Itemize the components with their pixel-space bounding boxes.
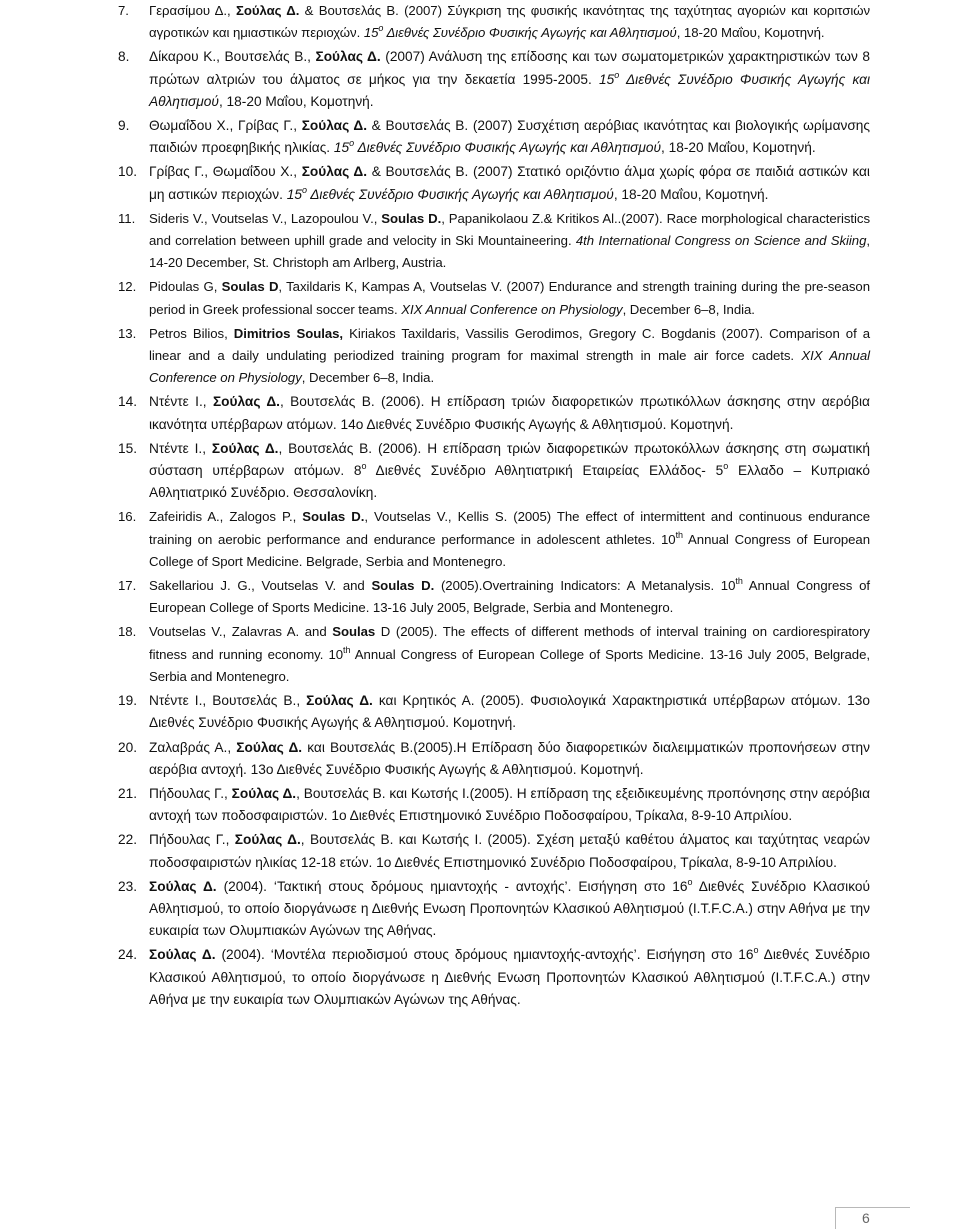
author-highlight: Soulas	[332, 624, 376, 640]
reference-text: , Papanikolaou Z.& Kritikos Al..(2007). Race morphological characteristics and correlation between uphill grade and velocity in Ski Mountaineering.	[149, 210, 870, 249]
author-highlight: Σούλας Δ.	[301, 118, 368, 134]
author-highlight: Soulas D.	[381, 210, 442, 226]
reference-item	[118, 783, 870, 827]
reference-text: (2005).Overtraining Indicators: A Metanalysis. 10	[434, 578, 736, 594]
reference-text: Διεθνές Συνέδριο Κλασικού Αθλητισμού, το οποίο διοργάνωσε η Διεθνής Ενωση Προπονητών Κλασικού Αθλητισμού (I.T.F.C.A.) στην Αθήνα με την ευκαιρία των Ολυμπιακών Αγώνων της Αθήνας.	[149, 947, 870, 1007]
reference-text: Kiriakos Taxildaris, Vassilis Gerodimos, Gregory C. Bogdanis (2007). Comparison of a linear and a daily undulating periodized training program for maximal strength in male air force cadets.	[149, 325, 871, 364]
reference-text: , Βουτσελάς Β. και Κωτσής Ι. (2005). Σχέση μεταξύ καθέτου άλματος και ταχύτητας νεαρών ποδοσφαιριστών ηλικίας 12-18 ετών. 1ο Διεθνές Επιστημονικό Συνέδριο Ποδοσφαίρου, Τρίκαλα, 8-9-10 Απριλίου.	[149, 832, 870, 870]
author-highlight: Σούλας Δ.	[149, 947, 216, 963]
author-highlight: Σούλας Δ.	[315, 49, 381, 65]
reference-item	[118, 208, 870, 275]
reference-number: 16.	[118, 509, 137, 525]
venue-text: Διεθνές Συνέδριο Φυσικής Αγωγής και Αθλητισμού	[149, 71, 870, 109]
author-highlight: Σούλας Δ.	[231, 785, 297, 801]
reference-number: 17.	[118, 578, 137, 594]
reference-text: και Βουτσελάς Β.(2005).Η Επίδραση δύο διαφορετικών διαλειμματικών προπονήσεων στην αερόβια αντοχή. 13ο Διεθνές Συνέδριο Φυσικής Αγωγής & Αθλητισμού. Κομοτηνή.	[149, 739, 870, 777]
reference-text: , 18-20 Μαΐου, Κομοτηνή.	[218, 93, 374, 109]
author-highlight: Soulas D.	[302, 509, 365, 525]
reference-number: 9.	[118, 118, 130, 134]
reference-text: , December 6–8, India.	[301, 370, 435, 386]
reference-text: και Κρητικός Α. (2005). Φυσιολογικά Χαρακτηριστικά υπέρβαρων ατόμων. 13ο Διεθνές Συνέδριο Φυσικής Αγωγής & Αθλητισμού. Κομοτηνή.	[149, 693, 870, 731]
reference-text: ο	[361, 461, 367, 472]
reference-number: 19.	[118, 693, 138, 709]
author-highlight: Σούλας Δ.	[235, 3, 300, 18]
venue-text: XIX Annual Conference on Physiology	[401, 301, 623, 317]
venue-text: 4th International Congress on Science and Skiing	[575, 233, 867, 249]
reference-text: Ντέντε Ι.,	[149, 394, 213, 410]
venue-text: Διεθνές Συνέδριο Φυσικής Αγωγής και Αθλητισμού	[383, 25, 677, 41]
venue-text: 15	[333, 140, 350, 156]
page-number-box	[836, 1207, 910, 1230]
reference-item	[118, 46, 870, 113]
author-highlight: Σούλας Δ.	[306, 693, 373, 709]
author-highlight: Soulas D.	[371, 578, 435, 594]
author-highlight: Σούλας Δ.	[301, 164, 368, 180]
reference-text: Sideris V., Voutselas V., Lazopoulou V.,	[149, 210, 382, 226]
reference-text: , Βουτσελάς Β. και Κωτσής Ι.(2005). Η επίδραση της εξειδικευμένης προπόνησης στην αερόβια αντοχή των ποδοσφαιριστών. 1ο Διεθνές Επιστημονικό Συνέδριο Ποδοσφαίρου, Τρίκαλα, 8-9-10 Απριλίου.	[149, 785, 870, 824]
reference-number: 14.	[118, 394, 138, 410]
reference-text: D (2005). The effects of different methods of interval training on cardiorespiratory fitness and running economy. 10	[149, 624, 870, 662]
reference-text: Γρίβας Γ., Θωμαΐδου Χ.,	[149, 164, 302, 180]
reference-item	[118, 829, 870, 873]
reference-text: Zafeiridis A., Zalogos P.,	[149, 509, 303, 525]
reference-text: Pidoulas G,	[149, 279, 222, 295]
reference-text: Annual Congress of European College of Sports Medicine. 13-16 July 2005, Belgrade, Serbia and Montenegro.	[149, 646, 870, 684]
reference-text: Petros Bilios,	[149, 325, 234, 341]
reference-number: 24.	[118, 947, 138, 963]
reference-text: Annual Congress of European College of Sports Medicine. 13-16 July 2005, Belgrade, Serbia and Montenegro.	[149, 578, 870, 616]
reference-text: & Βουτσελάς Β. (2007) Σύγκριση της φυσικής ικανότητας της ταχύτητας αγοριών και κοριτσιών αγροτικών και ημιαστικών περιοχών.	[149, 3, 870, 41]
reference-text: Sakellariou J. G., Voutselas V. and	[149, 578, 372, 594]
reference-text: Voutselas V., Zalavras A. and	[149, 624, 333, 640]
author-highlight: Σούλας Δ.	[236, 739, 303, 755]
reference-text: Ντέντε Ι., Βουτσελάς Β.,	[149, 693, 307, 709]
reference-item	[118, 621, 870, 688]
reference-item	[118, 575, 870, 619]
reference-item	[118, 876, 870, 943]
reference-text: Πήδουλας Γ.,	[149, 785, 232, 801]
reference-text: Ζαλαβράς Α.,	[149, 739, 237, 755]
reference-item	[118, 690, 870, 734]
author-highlight: Σούλας Δ.	[212, 394, 280, 410]
reference-text: (2004). ‘Τακτική στους δρόμους ημιαντοχής - αντοχής’. Εισήγηση στο 16	[216, 878, 688, 894]
reference-text: Πήδουλας Γ.,	[149, 832, 235, 848]
reference-item	[118, 438, 870, 505]
reference-number: 23.	[118, 878, 138, 894]
reference-text: , December 6–8, India.	[622, 301, 755, 317]
reference-number: 20.	[118, 739, 138, 755]
reference-text: , Taxildaris K, Kampas A, Voutselas V. (2007) Endurance and strength training during the pre-season period in Greek professional soccer teams.	[149, 279, 870, 317]
reference-item	[118, 161, 870, 205]
author-highlight: Σούλας Δ.	[149, 878, 217, 894]
reference-list	[118, 0, 870, 1013]
venue-text: ο	[301, 184, 307, 195]
reference-text: , Βουτσελάς Β. (2006). Η επίδραση τριών διαφορετικών πρωτοκόλλων άσκησης στη σωματική σύσταση υπέρβαρων ατόμων. 8	[149, 440, 870, 479]
reference-text: & Βουτσελάς Β. (2007) Συσχέτιση αερόβιας ικανότητας και βιολογικής ωρίμανσης παιδιών προεφηβικής ηλικίας.	[149, 118, 870, 156]
venue-text: ο	[614, 69, 620, 80]
reference-number: 12.	[118, 279, 137, 295]
author-highlight: Dimitrios Soulas,	[233, 325, 344, 341]
reference-text: Ελλαδο – Κυπριακό Αθλητιατρικό Συνέδριο. Θεσσαλονίκη.	[149, 463, 870, 501]
page-number: 6	[862, 1210, 870, 1226]
reference-text: Γερασίμου Δ.,	[149, 3, 236, 18]
reference-text: Διεθνές Συνέδριο Κλασικού Αθλητισμού, το οποίο διοργάνωσε η Διεθνής Ενωση Προπονητών Κλασικού Αθλητισμού (I.T.F.C.A.) στην Αθήνα με την ευκαιρία των Ολυμπιακών Αγώνων της Αθήνας.	[149, 878, 870, 939]
reference-number: 22.	[118, 832, 138, 848]
reference-number: 8.	[118, 49, 130, 65]
reference-number: 15.	[118, 440, 138, 456]
reference-text: Δίκαρου Κ., Βουτσελάς Β.,	[149, 49, 316, 65]
reference-number: 13.	[118, 325, 137, 341]
reference-text: , 18-20 Μαΐου, Κομοτηνή.	[661, 140, 816, 156]
reference-item	[118, 506, 870, 573]
reference-text: , Βουτσελάς Β. (2006). Η επίδραση τριών διαφορετικών πρωτικόλλων άσκησης στην αερόβια ικανότητα υπέρβαρων ατόμων. 14ο Διεθνές Συνέδριο Φυσικής Αγωγής & Αθλητισμού. Κομοτηνή.	[149, 394, 870, 432]
venue-text: ο	[378, 23, 384, 34]
venue-text: ο	[349, 138, 355, 149]
reference-text: & Βουτσελάς Β. (2007) Στατικό οριζόντιο άλμα χωρίς φόρα σε παιδιά αστικών και μη αστικών περιοχών.	[149, 164, 870, 202]
reference-text: , 18-20 Μαΐου, Κομοτηνή.	[676, 25, 825, 41]
reference-item	[118, 115, 870, 159]
reference-text: , 14-20 December, St. Christoph am Arlberg, Austria.	[149, 233, 870, 271]
reference-text: th	[735, 576, 743, 587]
reference-text: Annual Congress of European College of Sport Medicine. Belgrade, Serbia and Montenegro.	[149, 531, 870, 569]
reference-number: 10.	[118, 164, 138, 180]
reference-item	[118, 0, 870, 44]
reference-item	[118, 276, 870, 320]
reference-text: ο	[723, 461, 729, 472]
venue-text: Διεθνές Συνέδριο Φυσικής Αγωγής και Αθλητισμού	[354, 140, 662, 156]
reference-item	[118, 944, 870, 1011]
reference-number: 7.	[118, 3, 129, 18]
reference-text: th	[343, 644, 351, 655]
reference-number: 18.	[118, 624, 137, 640]
reference-text: Θωμαΐδου Χ., Γρίβας Γ.,	[149, 118, 302, 134]
venue-text: 15	[363, 25, 379, 41]
reference-text: Ντέντε Ι.,	[149, 440, 212, 456]
venue-text: Διεθνές Συνέδριο Φυσικής Αγωγής και Αθλητισμού	[306, 186, 614, 202]
venue-text: 15	[599, 71, 615, 87]
reference-number: 11.	[118, 210, 136, 226]
reference-text: th	[675, 529, 683, 540]
author-highlight: Σούλας Δ.	[234, 832, 301, 848]
reference-text: ο	[753, 945, 759, 956]
reference-text: , Voutselas V., Kellis S. (2005) The effect of intermittent and continuous endurance training on aerobic performance and endurance performance in adolescent athletes. 10	[149, 509, 870, 547]
venue-text: XIX Annual Conference on Physiology	[149, 348, 870, 386]
reference-item	[118, 391, 870, 435]
reference-item	[118, 737, 870, 781]
venue-text: 15	[286, 186, 302, 202]
reference-number: 21.	[118, 785, 138, 801]
author-highlight: Soulas D	[221, 279, 279, 295]
reference-text: (2004). ‘Μοντέλα περιοδισμού στους δρόμους ημιαντοχής-αντοχής’. Εισήγηση στο 16	[215, 947, 754, 963]
reference-text: ο	[687, 876, 693, 887]
reference-item	[118, 323, 870, 390]
reference-text: (2007) Ανάλυση της επίδοσης και των σωματομετρικών χαρακτηριστικών των 8 πρώτων αλτριών του άλματος σε μήκος για την δεκαετία 1995-2005.	[149, 49, 870, 87]
reference-text: , 18-20 Μαΐου, Κομοτηνή.	[613, 186, 769, 202]
reference-text: Διεθνές Συνέδριο Αθλητιατρική Εταιρείας Ελλάδος- 5	[366, 463, 724, 479]
author-highlight: Σούλας Δ.	[211, 440, 279, 456]
